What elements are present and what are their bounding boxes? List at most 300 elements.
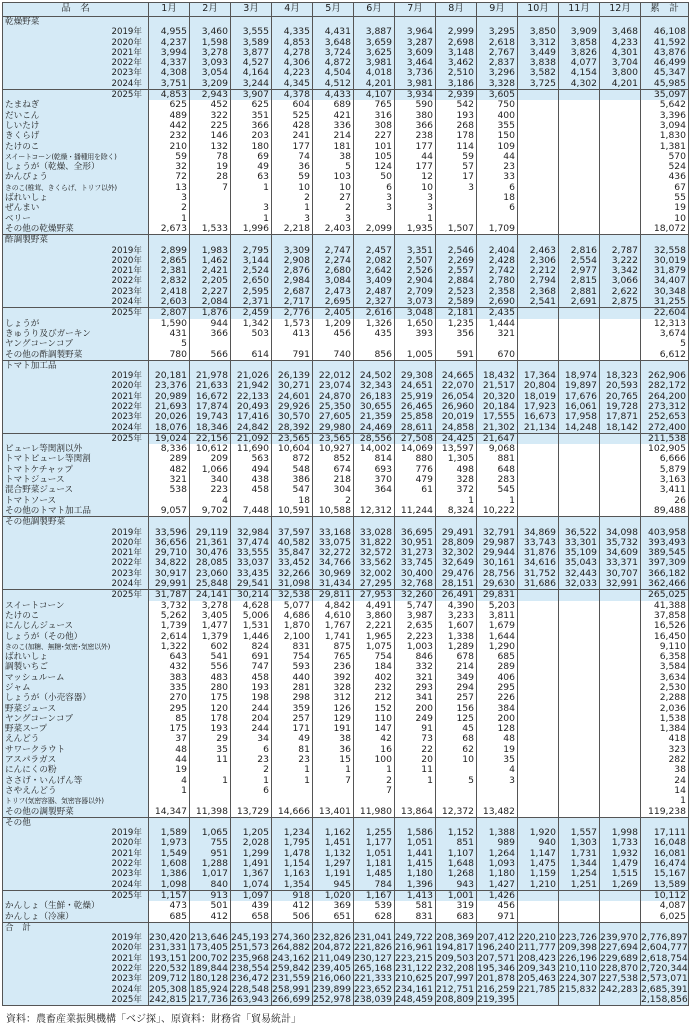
month-cell: 4,308 — [149, 68, 190, 78]
month-cell — [559, 912, 600, 923]
month-cell: 525 — [272, 111, 313, 121]
import-statistics-table — [2, 2, 689, 1006]
month-cell: 227,538 — [600, 974, 641, 984]
month-cell: 1,462 — [190, 256, 231, 266]
cumulative-cell: 34,407 — [641, 276, 689, 286]
month-cell: 29,980 — [313, 423, 354, 434]
month-cell: 872 — [272, 454, 313, 464]
month-cell — [518, 172, 559, 182]
month-cell: 49 — [231, 162, 272, 172]
month-cell: 33,745 — [395, 558, 436, 568]
month-cell: 17,874 — [190, 402, 231, 412]
month-cell: 10,612 — [190, 444, 231, 454]
month-cell — [518, 714, 559, 724]
month-cell: 2,690 — [477, 297, 518, 308]
month-cell: 11,980 — [354, 807, 395, 818]
month-cell: 880 — [395, 454, 436, 464]
month-cell: 2,205 — [190, 276, 231, 286]
month-cell: 36,656 — [149, 538, 190, 548]
month-cell: 78 — [190, 152, 231, 162]
cumulative-cell: 30,019 — [641, 256, 689, 266]
column-header-month: 5月 — [313, 3, 354, 17]
month-cell: 1,075 — [354, 642, 395, 652]
month-cell — [518, 90, 559, 101]
month-cell: 2 — [272, 193, 313, 203]
month-cell: 29,987 — [477, 538, 518, 548]
month-cell — [313, 235, 354, 246]
month-cell: 5,747 — [395, 601, 436, 611]
row-label: かんしょ（生鮮・乾燥） — [3, 901, 149, 911]
month-cell: 74 — [272, 152, 313, 162]
month-cell: 152 — [354, 704, 395, 714]
month-cell: 180,128 — [190, 974, 231, 984]
month-cell: 28,756 — [477, 569, 518, 579]
month-cell — [600, 308, 641, 319]
month-cell: 2,218 — [272, 224, 313, 235]
month-cell: 614 — [231, 350, 272, 361]
month-cell: 4,201 — [354, 79, 395, 90]
month-cell: 351 — [231, 111, 272, 121]
month-cell: 101 — [354, 142, 395, 152]
month-cell: 227,694 — [600, 943, 641, 953]
month-cell: 231,122 — [395, 964, 436, 974]
cumulative-cell: 5,879 — [641, 465, 689, 475]
month-cell: 26,054 — [436, 392, 477, 402]
month-cell: 2,884 — [436, 276, 477, 286]
cumulative-cell: 323 — [641, 745, 689, 755]
month-cell: 458 — [231, 673, 272, 683]
month-cell: 21,092 — [231, 433, 272, 444]
month-cell: 32,343 — [354, 381, 395, 391]
month-cell: 1,005 — [395, 350, 436, 361]
month-cell: 349 — [436, 673, 477, 683]
month-cell: 24,502 — [354, 371, 395, 381]
item-row — [3, 350, 689, 361]
month-cell: 4,491 — [354, 601, 395, 611]
month-cell: 6 — [231, 745, 272, 755]
month-cell — [600, 890, 641, 901]
month-cell — [600, 121, 641, 131]
cumulative-cell: 3,094 — [641, 121, 689, 131]
month-cell: 35,732 — [600, 538, 641, 548]
month-cell: 18,019 — [518, 392, 559, 402]
cumulative-cell: 19 — [641, 203, 689, 213]
month-cell — [518, 496, 559, 506]
month-cell: 3,409 — [354, 276, 395, 286]
month-cell: 4,306 — [272, 58, 313, 68]
month-cell — [600, 901, 641, 911]
month-cell: 22,070 — [436, 381, 477, 391]
cumulative-cell: 55 — [641, 193, 689, 203]
month-cell — [559, 755, 600, 765]
row-label: 2022年 — [3, 558, 149, 568]
month-cell: 1,152 — [436, 828, 477, 838]
month-cell: 406 — [477, 673, 518, 683]
month-cell — [600, 142, 641, 152]
month-cell: 35 — [477, 755, 518, 765]
month-cell — [518, 475, 559, 485]
month-cell: 34,098 — [600, 528, 641, 538]
month-cell: 3,589 — [231, 38, 272, 48]
month-cell: 1,326 — [354, 319, 395, 329]
month-cell — [559, 611, 600, 621]
cumulative-cell — [641, 235, 689, 246]
month-cell: 13,729 — [231, 807, 272, 818]
month-cell: 1,322 — [149, 642, 190, 652]
month-cell — [559, 506, 600, 517]
month-cell: 109 — [477, 142, 518, 152]
month-cell: 3 — [354, 193, 395, 203]
month-cell: 1,305 — [436, 454, 477, 464]
month-cell — [477, 786, 518, 796]
month-cell — [559, 673, 600, 683]
month-cell: 386 — [272, 475, 313, 485]
month-cell: 191 — [313, 724, 354, 734]
row-label: トマトケチャップ — [3, 465, 149, 475]
month-cell: 214 — [313, 131, 354, 141]
month-cell: 1,299 — [231, 849, 272, 859]
month-cell: 2,787 — [600, 246, 641, 256]
month-cell: 678 — [436, 652, 477, 662]
month-cell: 7 — [354, 786, 395, 796]
month-cell: 20,181 — [149, 371, 190, 381]
month-cell: 402 — [354, 673, 395, 683]
month-cell: 3,860 — [354, 611, 395, 621]
month-cell: 9,702 — [190, 506, 231, 517]
month-cell: 177 — [395, 162, 436, 172]
month-cell: 658 — [231, 912, 272, 923]
row-label: ばれいしょ — [3, 193, 149, 203]
month-cell: 14,347 — [149, 807, 190, 818]
month-cell: 482 — [149, 465, 190, 475]
month-cell: 918 — [272, 890, 313, 901]
month-cell: 765 — [313, 652, 354, 662]
month-cell: 231,331 — [149, 943, 190, 953]
month-cell: 1,017 — [190, 869, 231, 879]
month-cell: 2,698 — [436, 38, 477, 48]
month-cell: 1,426 — [477, 890, 518, 901]
month-cell: 989 — [477, 838, 518, 848]
month-cell — [518, 193, 559, 203]
month-cell — [559, 308, 600, 319]
month-cell: 49 — [272, 734, 313, 744]
month-cell — [436, 517, 477, 528]
month-cell: 366 — [395, 121, 436, 131]
cumulative-cell: 389,545 — [641, 548, 689, 558]
cumulative-cell: 1,538 — [641, 714, 689, 724]
cumulative-cell: 14 — [641, 786, 689, 796]
month-cell — [600, 319, 641, 329]
month-cell: 195,346 — [477, 964, 518, 974]
month-cell: 34,616 — [518, 558, 559, 568]
month-cell: 33,435 — [231, 569, 272, 579]
column-header-month: 3月 — [231, 3, 272, 17]
month-cell: 4,201 — [600, 79, 641, 90]
month-cell: 6 — [231, 786, 272, 796]
month-cell: 23 — [272, 755, 313, 765]
month-cell: 4,164 — [231, 68, 272, 78]
month-cell: 846 — [395, 652, 436, 662]
month-cell: 4,154 — [559, 68, 600, 78]
month-cell: 10 — [436, 755, 477, 765]
month-cell: 28,809 — [436, 538, 477, 548]
cumulative-cell: 30,348 — [641, 287, 689, 297]
month-cell: 316 — [354, 111, 395, 121]
month-cell: 38 — [313, 734, 354, 744]
month-cell: 100 — [354, 755, 395, 765]
month-cell: 209,503 — [436, 954, 477, 964]
month-cell: 63 — [231, 172, 272, 182]
row-label: たけのこ — [3, 142, 149, 152]
month-cell: 1 — [477, 496, 518, 506]
month-cell — [559, 642, 600, 652]
month-cell: 3,405 — [190, 611, 231, 621]
cumulative-cell: 18,072 — [641, 224, 689, 235]
month-cell: 1 — [231, 214, 272, 224]
month-cell: 32,984 — [231, 528, 272, 538]
month-cell — [600, 172, 641, 182]
month-cell: 755 — [190, 838, 231, 848]
month-cell: 45 — [436, 724, 477, 734]
month-cell: 1 — [436, 496, 477, 506]
month-cell: 238,039 — [354, 995, 395, 1006]
month-cell: 280 — [190, 683, 231, 693]
month-cell — [600, 662, 641, 672]
row-label: その他の調製野菜 — [3, 807, 149, 818]
month-cell: 1,132 — [313, 849, 354, 859]
month-cell: 483 — [190, 673, 231, 683]
month-cell: 2,747 — [313, 246, 354, 256]
month-cell: 26,960 — [436, 402, 477, 412]
month-cell: 21,978 — [190, 371, 231, 381]
month-cell: 73 — [395, 734, 436, 744]
month-cell: 5,262 — [149, 611, 190, 621]
month-cell: 31,876 — [518, 548, 559, 558]
month-cell: 945 — [313, 880, 354, 891]
month-cell: 1,507 — [436, 224, 477, 235]
month-cell — [559, 339, 600, 349]
month-cell: 1,515 — [600, 869, 641, 879]
month-cell: 1 — [272, 776, 313, 786]
month-cell: 27 — [313, 193, 354, 203]
month-cell — [600, 683, 641, 693]
month-cell — [559, 224, 600, 235]
month-cell: 3,073 — [395, 297, 436, 308]
month-cell: 780 — [149, 350, 190, 361]
month-cell — [518, 632, 559, 642]
month-cell: 1,935 — [395, 224, 436, 235]
month-cell: 263,943 — [231, 995, 272, 1006]
cumulative-cell: 17,111 — [641, 828, 689, 838]
row-label: 2023年 — [3, 68, 149, 78]
month-cell: 226,196 — [559, 954, 600, 964]
month-cell: 3,907 — [231, 90, 272, 101]
month-cell: 14,666 — [272, 807, 313, 818]
cumulative-cell: 2,685,391 — [641, 983, 688, 995]
category-row — [3, 235, 689, 246]
month-cell: 178 — [436, 131, 477, 141]
month-cell: 29,991 — [149, 579, 190, 590]
month-cell — [559, 796, 600, 806]
month-cell: 103 — [313, 172, 354, 182]
month-cell — [436, 786, 477, 796]
month-cell: 304 — [313, 485, 354, 495]
row-label: しょうが（小売容器） — [3, 693, 149, 703]
row-label: その他の酢調製野菜 — [3, 350, 149, 361]
month-cell — [436, 339, 477, 349]
row-label: 2021年 — [3, 48, 149, 58]
month-cell: 3,732 — [149, 601, 190, 611]
month-cell: 355 — [477, 121, 518, 131]
month-cell — [600, 162, 641, 172]
month-cell: 72 — [149, 172, 190, 182]
cumulative-cell: 2,776,897 — [641, 932, 688, 944]
month-cell: 2 — [149, 203, 190, 213]
month-cell: 2,405 — [313, 308, 354, 319]
month-cell: 563 — [231, 454, 272, 464]
month-cell: 35,043 — [559, 558, 600, 568]
month-cell: 2,212 — [518, 266, 559, 276]
month-cell: 19,743 — [190, 412, 231, 422]
month-cell: 442 — [149, 121, 190, 131]
month-cell: 33,555 — [231, 548, 272, 558]
row-label: 2024年 — [3, 423, 149, 434]
cumulative-cell: 15,167 — [641, 869, 689, 879]
row-label: ジャム — [3, 683, 149, 693]
month-cell — [600, 152, 641, 162]
row-label: 2021年 — [3, 548, 149, 558]
month-cell — [559, 693, 600, 703]
month-cell: 33,743 — [518, 538, 559, 548]
row-label: かんしょ（冷凍） — [3, 912, 149, 923]
item-row — [3, 329, 689, 339]
month-cell: 25,858 — [395, 412, 436, 422]
month-cell: 18 — [272, 496, 313, 506]
month-cell: 625 — [149, 100, 190, 110]
month-cell: 200,702 — [190, 954, 231, 964]
month-cell: 2,881 — [559, 287, 600, 297]
month-cell — [559, 621, 600, 631]
month-cell: 34,822 — [149, 558, 190, 568]
row-label: 2020年 — [3, 38, 149, 48]
month-cell — [518, 683, 559, 693]
month-cell: 1 — [313, 765, 354, 775]
row-label: 2023年 — [3, 869, 149, 879]
month-cell: 2,767 — [477, 48, 518, 58]
month-cell: 30,917 — [149, 569, 190, 579]
month-cell: 3,312 — [518, 38, 559, 48]
cumulative-cell: 2,720,344 — [641, 963, 688, 975]
month-cell: 3,351 — [395, 246, 436, 256]
month-cell: 370 — [354, 475, 395, 485]
cumulative-cell: 9,110 — [641, 642, 689, 652]
month-cell — [559, 121, 600, 131]
month-cell: 229,689 — [600, 954, 641, 964]
cumulative-cell: 13,589 — [641, 880, 689, 891]
month-cell: 17,871 — [600, 412, 641, 422]
row-label: 2025年 — [3, 90, 149, 101]
month-cell: 312 — [313, 693, 354, 703]
month-cell — [559, 214, 600, 224]
row-label: トリフ(気密容器、気密容器以外) — [3, 796, 149, 806]
month-cell: 216,259 — [477, 985, 518, 995]
month-cell: 30,476 — [190, 548, 231, 558]
month-cell: 24,601 — [272, 392, 313, 402]
month-cell — [600, 912, 641, 923]
month-cell: 2,523 — [436, 287, 477, 297]
month-cell — [600, 111, 641, 121]
month-cell: 18,432 — [477, 371, 518, 381]
month-cell: 22,012 — [313, 371, 354, 381]
month-cell: 31,686 — [518, 579, 559, 590]
month-cell: 173,405 — [190, 943, 231, 953]
row-label: 2021年 — [3, 849, 149, 859]
cumulative-cell: 282,172 — [641, 381, 689, 391]
cumulative-cell: 524 — [641, 162, 689, 172]
month-cell: 1,478 — [272, 849, 313, 859]
row-label: 野菜スープ — [3, 724, 149, 734]
month-cell — [518, 693, 559, 703]
month-cell: 1,451 — [313, 838, 354, 848]
month-cell: 178 — [190, 714, 231, 724]
month-cell: 18,974 — [559, 371, 600, 381]
month-cell: 2,635 — [395, 621, 436, 631]
month-cell: 18,346 — [190, 423, 231, 434]
month-cell — [313, 517, 354, 528]
month-cell: 2,557 — [436, 266, 477, 276]
month-cell: 5 — [149, 339, 190, 349]
month-cell: 3,751 — [149, 79, 190, 90]
month-cell: 20,026 — [149, 412, 190, 422]
row-label: 2025年 — [3, 433, 149, 444]
month-cell: 3,295 — [477, 27, 518, 37]
month-cell: 814 — [354, 454, 395, 464]
item-row — [3, 786, 689, 796]
month-cell: 1,491 — [231, 859, 272, 869]
month-cell: 32,572 — [354, 548, 395, 558]
month-cell: 824 — [231, 642, 272, 652]
month-cell: 683 — [436, 912, 477, 923]
month-cell — [518, 100, 559, 110]
month-cell: 200 — [477, 714, 518, 724]
month-cell: 85 — [149, 714, 190, 724]
row-label: スイートコーン(乾燥・播種用を除く) — [3, 152, 149, 162]
item-row — [3, 224, 689, 235]
month-cell: 9,057 — [149, 506, 190, 517]
month-cell: 308 — [354, 121, 395, 131]
month-cell: 289 — [477, 662, 518, 672]
month-cell: 36 — [272, 162, 313, 172]
month-cell: 239,970 — [600, 933, 641, 943]
cumulative-cell: 37,858 — [641, 611, 689, 621]
month-cell: 3,605 — [477, 90, 518, 101]
month-cell: 231,041 — [354, 933, 395, 943]
month-cell: 3,826 — [559, 48, 600, 58]
month-cell: 193 — [231, 683, 272, 693]
cumulative-cell: 6,612 — [641, 350, 689, 361]
row-label: ばれいしょ — [3, 652, 149, 662]
month-cell: 35 — [190, 745, 231, 755]
row-label: トマトピューレ等関割 — [3, 454, 149, 464]
cumulative-cell: 43,876 — [641, 48, 689, 58]
month-cell — [600, 183, 641, 193]
month-cell: 670 — [477, 350, 518, 361]
month-cell — [600, 642, 641, 652]
month-cell: 4,853 — [272, 38, 313, 48]
cumulative-cell: 32,558 — [641, 246, 689, 256]
month-cell: 40,582 — [272, 538, 313, 548]
month-cell: 228,870 — [600, 964, 641, 974]
